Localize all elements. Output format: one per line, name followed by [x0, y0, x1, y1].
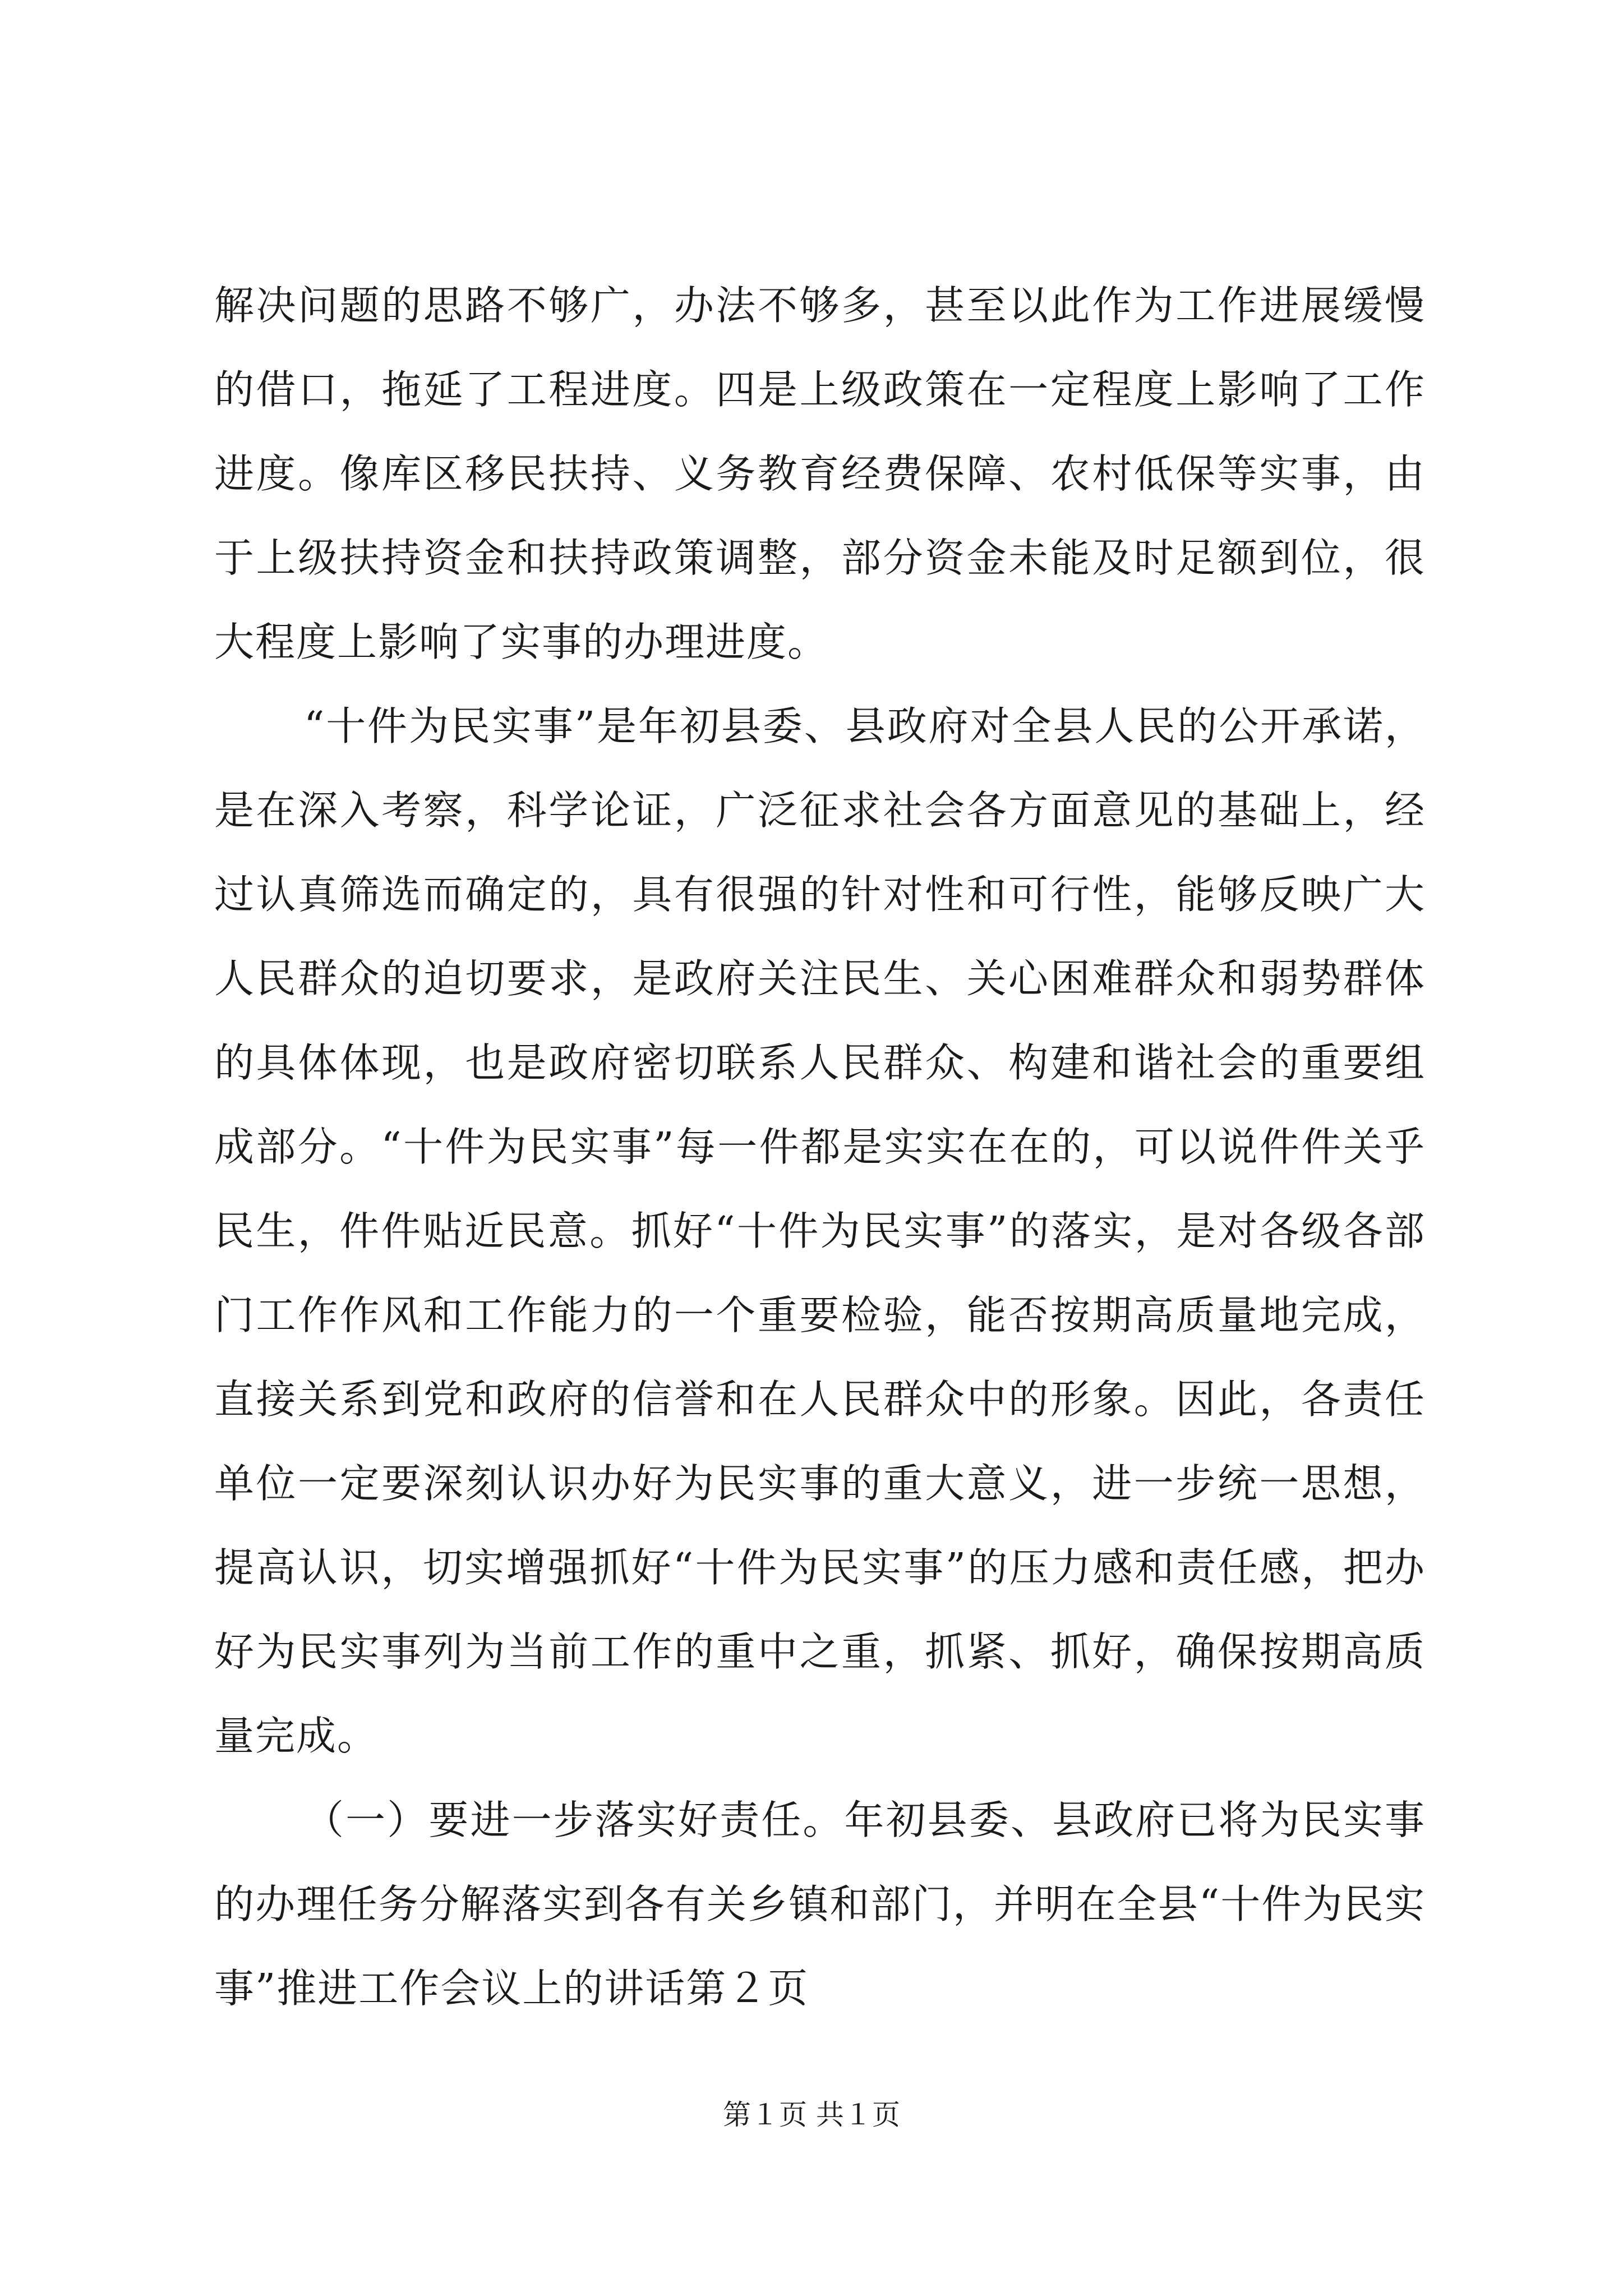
paragraph-responsibility: （一）要进一步落实好责任。年初县委、县政府已将为民实事的办理任务分解落实到各有关乡镇和部门，并明在全县“十件为民实事”推进工作会议上的讲话第２页	[214, 1797, 1426, 2012]
document-body	[214, 264, 1426, 2031]
page-footer: 第１页 共１页	[723, 2099, 900, 2131]
paragraph-ten-practical-matters: “十件为民实事”是年初县委、县政府对全县人民的公开承诺，是在深入考察，科学论证，广泛征求社会各方面意见的基础上，经过认真筛选而确定的，具有很强的针对性和可行性，能够反映广大人民群众的迫切要求，是政府关注民生、关心困难群众和弱势群体的具体体现，也是政府密切联系人民群众、构建和谐社会的重要组成部分。“十件为民实事”每一件都是实实在在的，可以说件件关乎民生，件件贴近民意。抓好“十件为民实事”的落实，是对各级各部门工作作风和工作能力的一个重要检验，能否按期高质量地完成，直接关系到党和政府的信誉和在人民群众中的形象。因此，各责任单位一定要深刻认识办好为民实事的重大意义，进一步统一思想，提高认识，切实增强抓好“十件为民实事”的压力感和责任感，把办好为民实事列为当前工作的重中之重，抓紧、抓好，确保按期高质量完成。	[214, 703, 1426, 1759]
paragraph-continuation: 解决问题的思路不够广，办法不够多，甚至以此作为工作进展缓慢的借口，拖延了工程进度。四是上级政策在一定程度上影响了工作进度。像库区移民扶持、义务教育经费保障、农村低保等实事，由于上级扶持资金和扶持政策调整，部分资金未能及时足额到位，很大程度上影响了实事的办理进度。	[214, 282, 1426, 665]
